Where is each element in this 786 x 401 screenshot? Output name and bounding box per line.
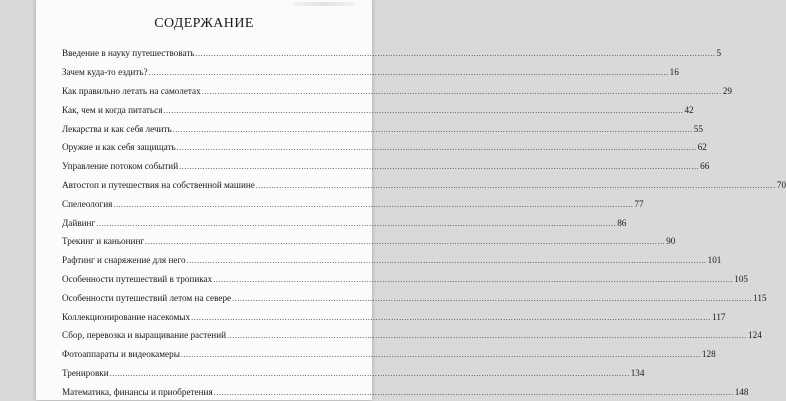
toc-entry-leader: ........................................................................................................................................................................................................: [172, 124, 693, 134]
toc-entry-page: 66: [700, 161, 710, 172]
toc-entry-leader: ........................................................................................................................................................................................................: [213, 274, 734, 284]
toc-entry-title: Как правильно летать на самолетах: [62, 85, 201, 96]
toc-entry-page: 101: [707, 255, 722, 266]
toc-entry-leader: ........................................................................................................................................................................................................: [186, 256, 707, 266]
toc-entry-title: Управление потоком событий: [62, 161, 179, 172]
toc-entry-page: 55: [693, 123, 703, 134]
toc-entry-title: Рафтинг и снаряжение для него: [62, 255, 186, 266]
toc-entry-leader: ........................................................................................................................................................................................................: [109, 368, 630, 378]
toc-entry: [62, 307, 726, 326]
toc-entry-page: 16: [669, 67, 679, 78]
toc-entry: [62, 270, 749, 289]
toc-entry-page: 86: [617, 217, 627, 228]
toc-entry-page: 90: [666, 236, 676, 247]
toc-entry-page: 77: [634, 198, 644, 209]
toc-entry: [62, 119, 703, 138]
toc-entry-leader: ........................................................................................................................................................................................................: [227, 331, 748, 341]
toc-entry-title: Особенности путешествий летом на севере: [62, 292, 232, 303]
toc-entry-leader: ........................................................................................................................................................................................................: [148, 68, 669, 78]
toc-entry-page: 62: [697, 142, 707, 153]
toc-entry-page: 148: [734, 386, 749, 397]
toc-entry-leader: ........................................................................................................................................................................................................: [145, 237, 666, 247]
toc-entry-page: 29: [722, 85, 732, 96]
toc-entry-title: Трекинг и каньонинг: [62, 236, 145, 247]
toc-entry-title: Особенности путешествий в тропиках: [62, 273, 213, 284]
toc-entry-leader: ........................................................................................................................................................................................................: [96, 218, 617, 228]
toc-entry-title: Дайвинг: [62, 217, 96, 228]
toc-entry: [62, 63, 679, 82]
toc-entry-leader: ........................................................................................................................................................................................................: [201, 86, 722, 96]
toc-entry-page: 134: [630, 367, 645, 378]
toc-entry-title: Спелеология: [62, 198, 113, 209]
running-header-ghost: [294, 2, 354, 6]
toc-entry-page: 42: [684, 104, 694, 115]
toc-list: [62, 44, 786, 401]
toc-entry-leader: ........................................................................................................................................................................................................: [191, 312, 712, 322]
book-page: [36, 0, 786, 400]
toc-entry-leader: ........................................................................................................................................................................................................: [232, 293, 753, 303]
toc-entry-leader: ........................................................................................................................................................................................................: [163, 105, 684, 115]
toc-entry-leader: ........................................................................................................................................................................................................: [113, 199, 634, 209]
toc-entry-title: Математика, финансы и приобретения: [62, 386, 213, 397]
toc-entry-page: 115: [753, 292, 767, 303]
toc-entry: [62, 288, 767, 307]
toc-entry-leader: ........................................................................................................................................................................................................: [179, 162, 700, 172]
toc-entry: [62, 82, 732, 101]
toc-entry-title: Лекарства и как себя лечить: [62, 123, 172, 134]
toc-entry-page: 117: [712, 311, 726, 322]
toc-entry-leader: ........................................................................................................................................................................................................: [213, 387, 734, 397]
toc-entry-title: Зачем куда-то ездить?: [62, 67, 148, 78]
toc-entry-page: 128: [701, 349, 716, 360]
toc-entry: [62, 194, 644, 213]
toc-entry: [62, 100, 694, 119]
toc-entry: [62, 213, 627, 232]
toc-entry-title: Как, чем и когда питаться: [62, 104, 163, 115]
toc-entry: [62, 345, 716, 364]
toc-entry: [62, 157, 710, 176]
toc-entry-title: Фотоаппараты и видеокамеры: [62, 349, 180, 360]
toc-entry: [62, 44, 722, 63]
toc-entry-title: Коллекционирование насекомых: [62, 311, 191, 322]
toc-entry-page: 70: [776, 179, 786, 190]
toc-entry: [62, 364, 645, 383]
toc-entry-leader: ........................................................................................................................................................................................................: [180, 350, 701, 360]
toc-entry-title: Автостоп и путешествия на собственной машине: [62, 179, 255, 190]
toc-title: СОДЕРЖАНИЕ: [154, 16, 254, 31]
toc-entry-page: 5: [716, 48, 722, 59]
toc-entry-title: Тренировки: [62, 367, 109, 378]
toc-entry: [62, 138, 707, 157]
toc-entry-page: 105: [734, 273, 749, 284]
toc-entry: [62, 382, 749, 401]
toc-entry-leader: ........................................................................................................................................................................................................: [195, 49, 716, 59]
toc-entry: [62, 176, 786, 195]
toc-entry-title: Оружие и как себя защищать: [62, 142, 176, 153]
toc-entry: [62, 326, 762, 345]
toc-entry-leader: ........................................................................................................................................................................................................: [255, 180, 776, 190]
toc-entry-page: 124: [748, 330, 762, 341]
toc-entry-leader: ........................................................................................................................................................................................................: [176, 143, 697, 153]
toc-entry: [62, 232, 676, 251]
toc-entry-title: Введение в науку путешествовать: [62, 48, 195, 59]
toc-entry: [62, 251, 722, 270]
toc-entry-title: Сбор, перевозка и выращивание растений: [62, 330, 227, 341]
